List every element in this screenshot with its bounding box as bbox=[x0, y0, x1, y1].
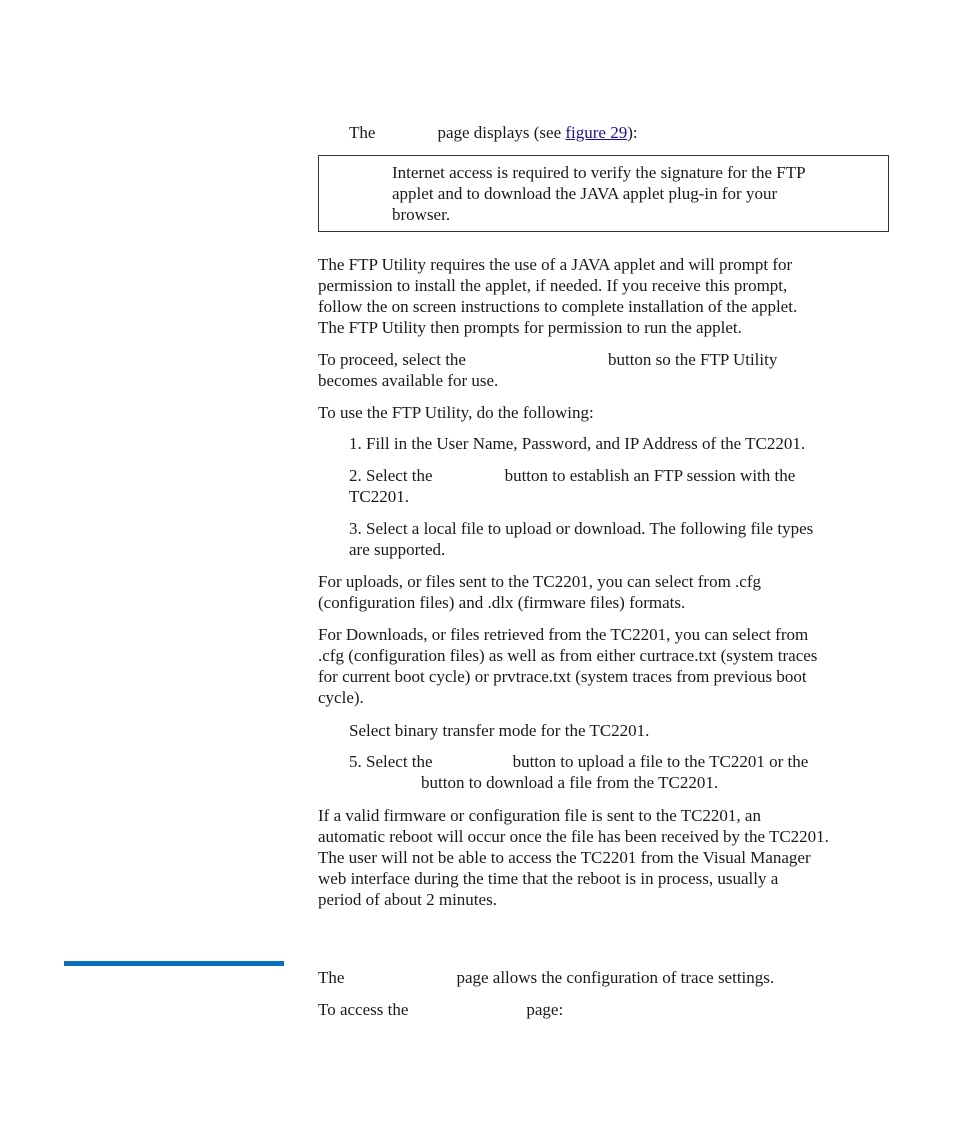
intro-line bbox=[349, 122, 638, 143]
paragraph-line: cycle). bbox=[318, 688, 364, 707]
step-5 bbox=[349, 751, 808, 793]
paragraph-line: permission to install the applet, if needed. If you receive this prompt, bbox=[318, 276, 788, 295]
step-2 bbox=[349, 465, 795, 507]
note-line: applet and to download the JAVA applet plug-in for your bbox=[392, 184, 778, 203]
paragraph-applet bbox=[318, 254, 797, 338]
note-text bbox=[392, 162, 806, 225]
paragraph-line: The user will not be able to access the TC2201 from the Visual Manager bbox=[318, 848, 811, 867]
trace-intro bbox=[318, 967, 774, 988]
step-line: TC2201. bbox=[349, 487, 409, 506]
step-4: Select binary transfer mode for the TC2201. bbox=[349, 721, 650, 740]
proceed-post: button so the FTP Utility bbox=[607, 350, 778, 369]
paragraph-line: automatic reboot will occur once the file has been received by the TC2201. bbox=[318, 827, 829, 846]
proceed-pre: To proceed, select the bbox=[318, 350, 466, 369]
note-line: browser. bbox=[392, 205, 451, 224]
paragraph-uploads bbox=[318, 571, 761, 613]
note-box bbox=[318, 155, 889, 232]
step-3 bbox=[349, 518, 813, 560]
paragraph-line bbox=[318, 349, 777, 370]
step-line: are supported. bbox=[349, 540, 446, 559]
trace-intro-pre: The bbox=[318, 968, 345, 987]
intro-post-end: ): bbox=[627, 123, 638, 142]
section-divider-rule bbox=[64, 961, 284, 966]
paragraph-line: for current boot cycle) or prvtrace.txt (system traces from previous boot bbox=[318, 667, 807, 686]
intro-post: page displays (see bbox=[437, 123, 566, 142]
paragraph-line: For uploads, or files sent to the TC2201, you can select from .cfg bbox=[318, 572, 762, 591]
trace-access-post: page: bbox=[526, 1000, 564, 1019]
paragraph-reboot bbox=[318, 805, 829, 910]
step-2-pre: 2. Select the bbox=[349, 466, 433, 485]
paragraph-line: The FTP Utility requires the use of a JAVA applet and will prompt for bbox=[318, 255, 793, 274]
paragraph-line: The FTP Utility then prompts for permission to run the applet. bbox=[318, 318, 742, 337]
paragraph-line: web interface during the time that the reboot is in process, usually a bbox=[318, 869, 779, 888]
note-line: Internet access is required to verify the signature for the FTP bbox=[392, 163, 806, 182]
paragraph-proceed bbox=[318, 349, 777, 391]
paragraph-line: (configuration files) and .dlx (firmware files) formats. bbox=[318, 593, 686, 612]
step-line bbox=[349, 751, 808, 772]
step-line: button to download a file from the TC2201. bbox=[421, 773, 719, 792]
step-5-post: button to upload a file to the TC2201 or the bbox=[512, 752, 809, 771]
step-2-post: button to establish an FTP session with the bbox=[504, 466, 796, 485]
trace-access bbox=[318, 999, 563, 1020]
trace-access-pre: To access the bbox=[318, 1000, 409, 1019]
paragraph-line: If a valid firmware or configuration file is sent to the TC2201, an bbox=[318, 806, 761, 825]
paragraph-downloads bbox=[318, 624, 817, 708]
step-5-pre: 5. Select the bbox=[349, 752, 433, 771]
trace-intro-post: page allows the configuration of trace settings. bbox=[456, 968, 775, 987]
paragraph-line: .cfg (configuration files) as well as from either curtrace.txt (system traces bbox=[318, 646, 818, 665]
intro-pre: The bbox=[349, 123, 376, 142]
paragraph-line: For Downloads, or files retrieved from the TC2201, you can select from bbox=[318, 625, 809, 644]
step-line bbox=[349, 465, 795, 486]
step-line: 3. Select a local file to upload or download. The following file types bbox=[349, 519, 814, 538]
paragraph-line: becomes available for use. bbox=[318, 371, 499, 390]
paragraph-use: To use the FTP Utility, do the following: bbox=[318, 403, 594, 422]
paragraph-line: period of about 2 minutes. bbox=[318, 890, 497, 909]
paragraph-line: follow the on screen instructions to complete installation of the applet. bbox=[318, 297, 798, 316]
figure-link[interactable]: figure 29 bbox=[565, 123, 628, 142]
step-1: 1. Fill in the User Name, Password, and IP Address of the TC2201. bbox=[349, 434, 806, 453]
